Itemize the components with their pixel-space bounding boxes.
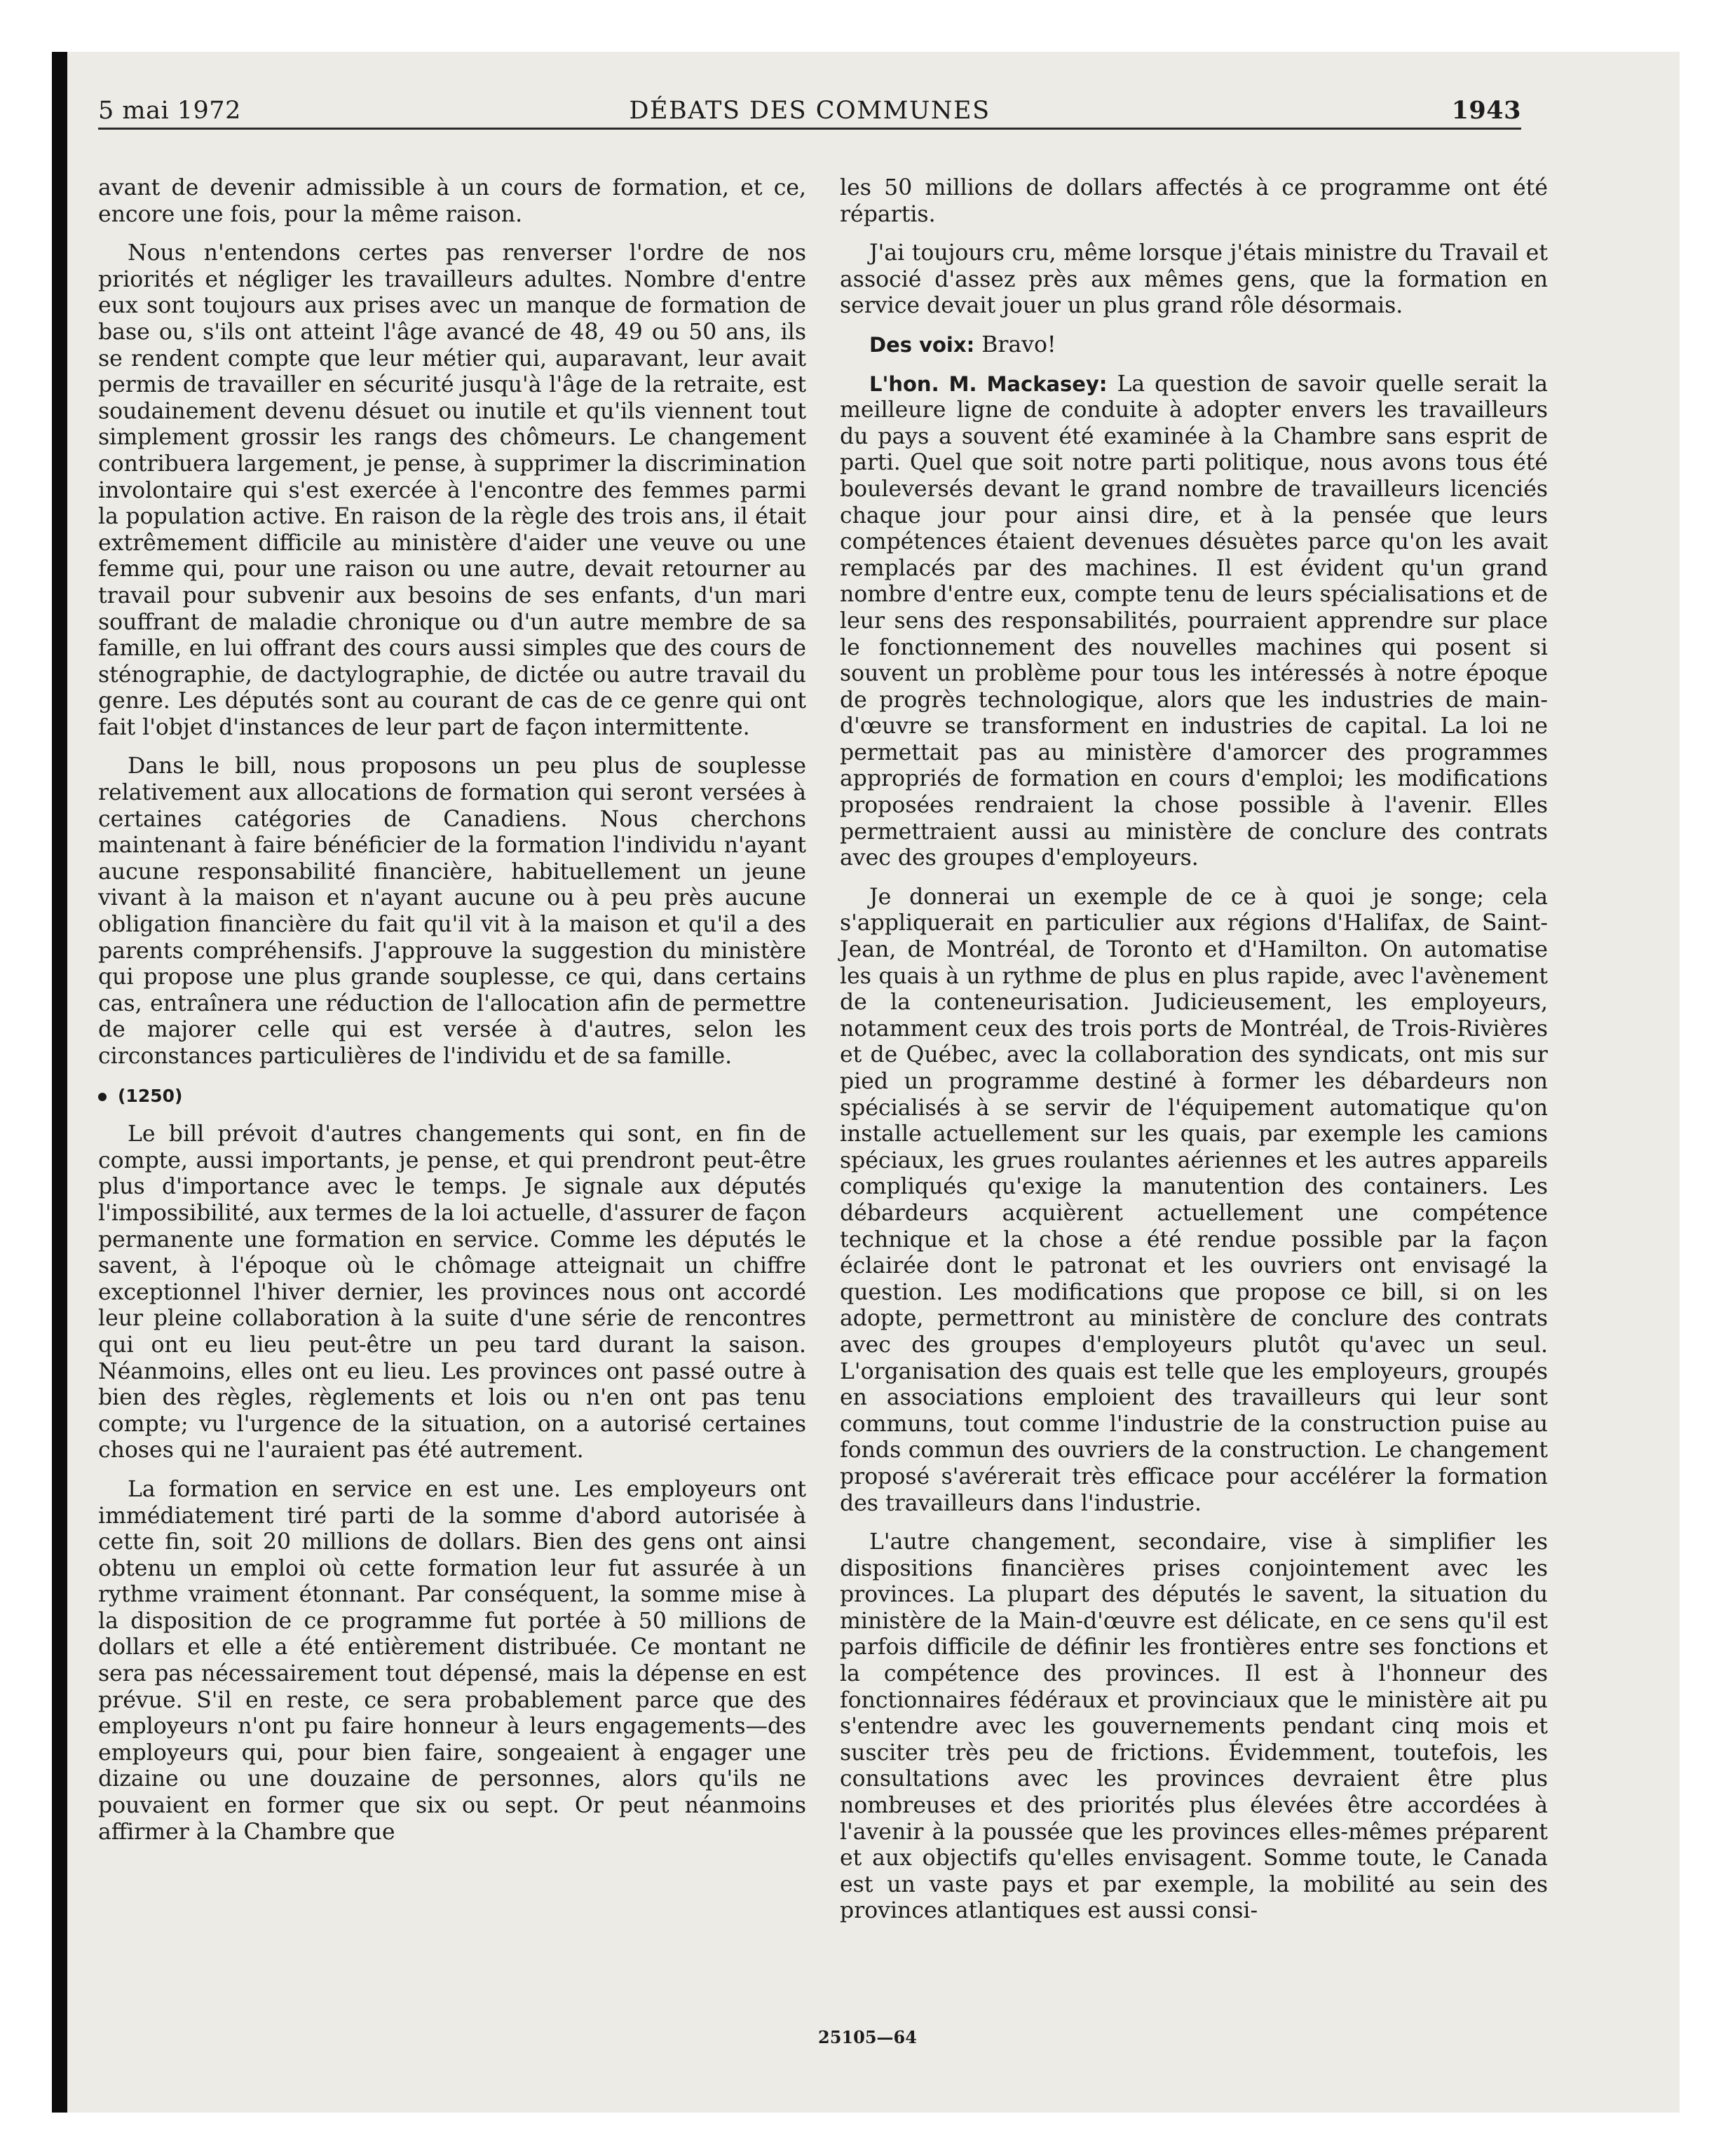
header-date: 5 mai 1972 <box>98 97 241 125</box>
paragraph: L'autre changement, secondaire, vise à simplifier les dispositions financières prises conjointement avec les provinces. La plupart des députés le savent, la situation du ministère de la Main-d'œuvre est délicate, en ce sens qu'il est parfois difficile de définir les frontières entre ses fonctions et la compétence des provinces. Il est à l'honneur des fonctionnaires fédéraux et provinciaux que le ministère ait pu s'entendre avec les gouvernements pendant cinq mois et susciter très peu de frictions. Évidemment, toutefois, les consultations avec les provinces devraient être plus nombreuses et des priorités plus élevées être accordées à l'avenir à la poussée que les provinces elles-mêmes préparent et aux objectifs qu'elles envisagent. Somme toute, le Canada est un vaste pays et par exemple, la mobilité au sein des provinces atlantiques est aussi consi- <box>840 1529 1548 1924</box>
paragraph: les 50 millions de dollars affectés à ce programme ont été répartis. <box>840 175 1548 227</box>
speaker-name: Des voix: <box>869 332 975 357</box>
paragraph: J'ai toujours cru, même lorsque j'étais ministre du Travail et associé d'assez près aux mêmes gens, que la formation en service devait jouer un plus grand rôle désormais. <box>840 240 1548 319</box>
time-marker <box>98 1083 806 1110</box>
page-header <box>98 86 1521 130</box>
speech-text: La question de savoir quelle serait la meilleure ligne de conduite à adopter envers les travailleurs du pays a souvent été examinée à la Chambre sans esprit de parti. Quel que soit notre parti politique, nous avons tous été bouleversés devant le grand nombre de travailleurs licenciés chaque jour pour ainsi dire, et à la pensée que leurs compétences étaient devenues désuètes parce qu'on les avait remplacés par des machines. Il est évident qu'un grand nombre d'entre eux, compte tenu de leurs spécialisations et de leur sens des responsabilités, pourraient apprendre sur place le fonctionnement des nouvelles machines qui posent si souvent un problème pour tous les intéressés à notre époque de progrès technologique, alors que les industries de main-d'œuvre se transforment en industries de capital. La loi ne permettait pas au ministère d'amorcer des programmes appropriés de formation en cours d'emploi; les modifications proposées rendraient la chose possible à l'avenir. Elles permettraient aussi au ministère de conclure des contrats avec des groupes d'employeurs. <box>840 371 1549 871</box>
speech-text: Bravo! <box>981 332 1056 357</box>
header-title: DÉBATS DES COMMUNES <box>629 97 991 125</box>
paragraph: La formation en service en est une. Les employeurs ont immédiatement tiré parti de la somme d'abord autorisée à cette fin, soit 20 millions de dollars. Bien des gens ont ainsi obtenu un emploi où cette formation leur fut assurée à un rythme vraiment étonnant. Par conséquent, la somme mise à la disposition de ce programme fut portée à 50 millions de dollars et elle a été entièrement distribuée. Ce montant ne sera pas nécessairement tout dépensé, mais la dépense en est prévue. S'il en reste, ce sera probablement parce que des employeurs n'ont pu faire honneur à leurs engagements—des employeurs qui, pour bien faire, songeaient à engager une dizaine ou une douzaine de personnes, alors qu'ils ne pouvaient en former que six ou sept. Or peut néanmoins affirmer à la Chambre que <box>98 1476 806 1845</box>
left-column <box>98 175 806 1858</box>
speech-paragraph <box>840 371 1548 872</box>
time-marker-label: (1250) <box>118 1085 183 1106</box>
paragraph: Le bill prévoit d'autres changements qui sont, en fin de compte, aussi importants, je pense, et qui prendront peut-être plus d'importance avec le temps. Je signale aux députés l'impossibilité, aux termes de la loi actuelle, d'assurer de façon permanente une formation en service. Comme les députés le savent, à l'époque où le chômage atteignait un chiffre exceptionnel l'hiver dernier, les provinces nous ont accordé leur pleine collaboration à la suite d'une série de rencontres qui ont eu lieu peut-être un peu tard durant la saison. Néanmoins, elles ont eu lieu. Les provinces ont passé outre à bien des règles, règlements et lois ou n'en ont pas tenu compte; vu l'urgence de la situation, on a autorisé certaines choses qui ne l'auraient pas été autrement. <box>98 1121 806 1464</box>
paragraph: Dans le bill, nous proposons un peu plus de souplesse relativement aux allocations de formation qui seront versées à certaines catégories de Canadiens. Nous cherchons maintenant à faire bénéficier de la formation l'individu n'ayant aucune responsabilité financière, habituellement un jeune vivant à la maison et n'ayant aucune ou à peu près aucune obligation financière du fait qu'il vit à la maison et qu'il a des parents compréhensifs. J'approuve la suggestion du ministère qui propose une plus grande souplesse, ce qui, dans certains cas, entraînera une réduction de l'allocation afin de permettre de majorer celle qui est versée à d'autres, selon les circonstances particulières de l'individu et de sa famille. <box>98 753 806 1069</box>
header-page-number: 1943 <box>1451 96 1521 125</box>
speaker-name: L'hon. M. Mackasey: <box>869 371 1108 396</box>
paragraph: avant de devenir admissible à un cours de formation, et ce, encore une fois, pour la même raison. <box>98 175 806 227</box>
speech-paragraph <box>840 332 1548 359</box>
page-footer-code: 25105—64 <box>818 2027 917 2047</box>
paragraph: Nous n'entendons certes pas renverser l'ordre de nos priorités et négliger les travailleurs adultes. Nombre d'entre eux sont toujours aux prises avec un manque de formation de base ou, s'ils ont atteint l'âge avancé de 48, 49 ou 50 ans, ils se rendent compte que leur métier qui, auparavant, leur avait permis de travailler en sécurité jusqu'à l'âge de la retraite, est soudainement devenu désuet ou inutile et qu'ils viennent tout simplement grossir les rangs des chômeurs. Le changement contribuera largement, je pense, à supprimer la discrimination involontaire qui s'est exercée à l'encontre des femmes parmi la population active. En raison de la règle des trois ans, il était extrêmement difficile au ministère d'aider une veuve ou une femme qui, pour une raison ou une autre, devait retourner au travail pour subvenir aux besoins de ses enfants, d'un mari souffrant de maladie chronique ou d'un autre membre de sa famille, en lui offrant des cours aussi simples que des cours de sténographie, de dactylographie, de dictée ou autre travail du genre. Les députés sont au courant de cas de ce genre qui ont fait l'objet d'instances de leur part de façon intermittente. <box>98 240 806 740</box>
paragraph: Je donnerai un exemple de ce à quoi je songe; cela s'appliquerait en particulier aux régions d'Halifax, de Saint-Jean, de Montréal, de Toronto et d'Hamilton. On automatise les quais à un rythme de plus en plus rapide, avec l'avènement de la conteneurisation. Judicieusement, les employeurs, notamment ceux des trois ports de Montréal, de Trois-Rivières et de Québec, avec la collaboration des syndicats, ont mis sur pied un programme destiné à former les débardeurs non spécialisés à se servir de l'équipement automatique qu'on installe actuellement sur les quais, par exemple les camions spéciaux, les grues roulantes aériennes et les autres appareils compliqués qu'exige la manutention des containers. Les débardeurs acquièrent actuellement une compétence technique et la chose a été rendue possible par la façon éclairée dont le patronat et les ouvriers ont envisagé la question. Les modifications que propose ce bill, si on les adopte, permettront au ministère de conclure des contrats avec des groupes d'employeurs plutôt qu'avec un seul. L'organisation des quais est telle que les employeurs, groupés en associations emploient des travailleurs qui leur sont communs, tout comme l'industrie de la construction puise au fonds commun des ouvriers de la construction. Le changement proposé s'avérerait très efficace pour accélérer la formation des travailleurs dans l'industrie. <box>840 884 1548 1516</box>
bullet-icon <box>98 1093 107 1101</box>
scan-edge-bar <box>52 52 67 2113</box>
right-column <box>840 175 1548 1937</box>
